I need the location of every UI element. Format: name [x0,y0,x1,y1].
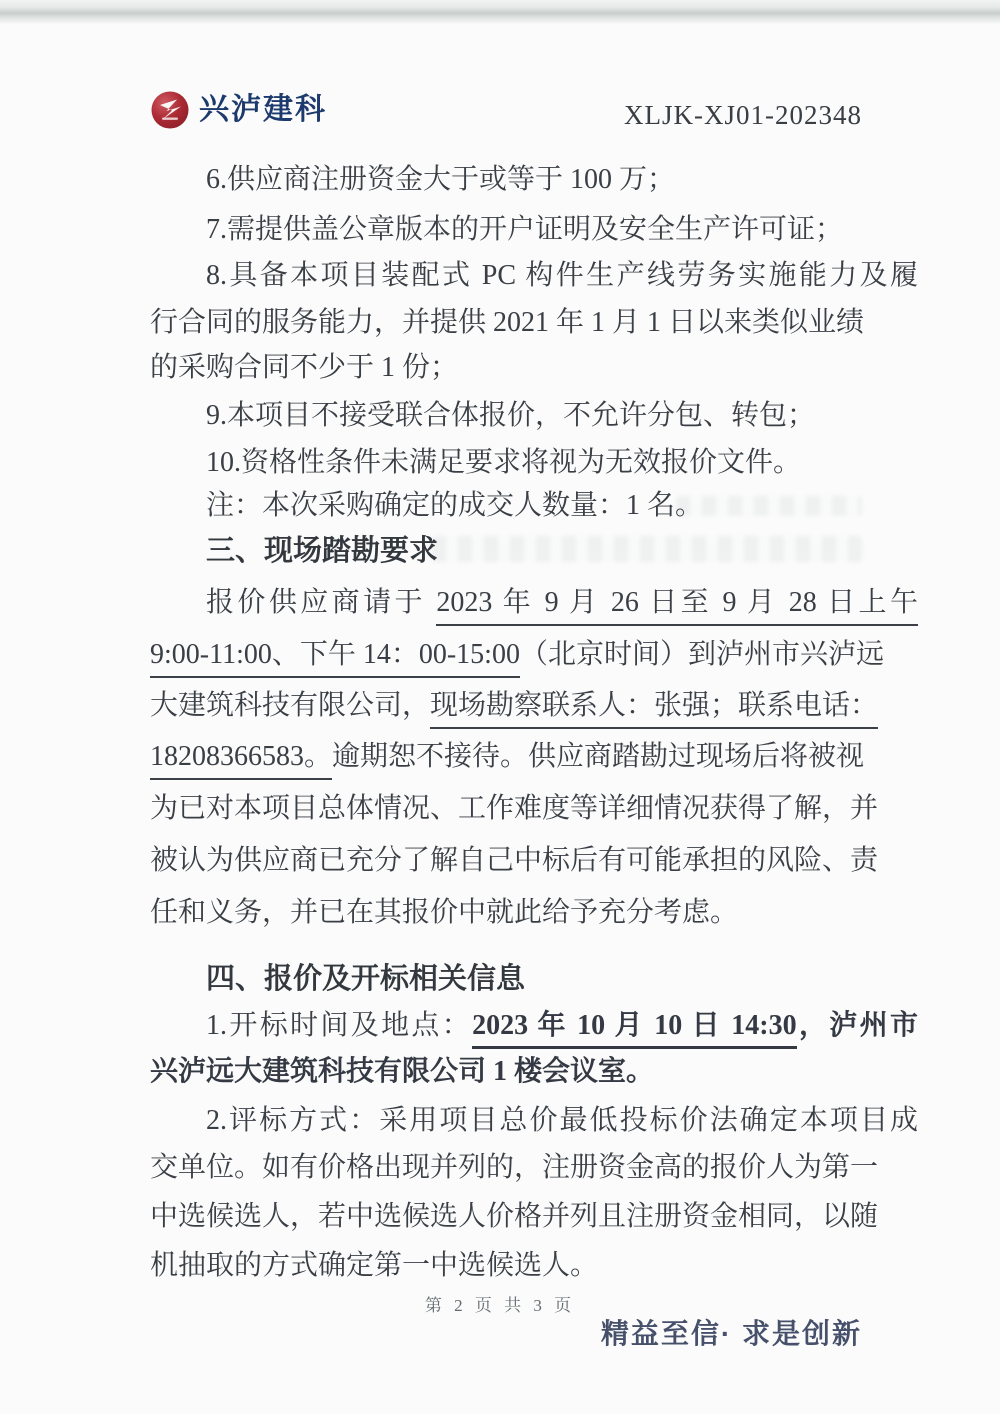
qualification-item-6: 6.供应商注册资金大于或等于 100 万； [206,164,676,195]
survey-line-5: 为已对本项目总体情况、工作难度等详细情况获得了解，并 [150,793,879,824]
survey-line-1 [150,585,918,621]
qualification-item-8-line-1: 8.具备本项目装配式 PC 构件生产线劳务实施能力及履 [206,260,918,291]
survey-dates-underlined: 2023 年 9 月 26 日至 9 月 28 日上午 [436,587,918,626]
company-name: 兴泸建科 [199,93,327,126]
evaluation-line-2: 交单位。如有价格出现并列的，注册资金高的报价人为第一 [150,1152,879,1183]
survey-line-3 [150,688,879,724]
survey-line-6: 被认为供应商已充分了解自己中标后有可能承担的风险、责 [150,845,879,876]
survey-line-4-text: 逾期恕不接待。供应商踏勘过现场后将被视 [332,741,865,772]
survey-line-2-text: （北京时间）到泸州市兴泸远 [519,639,884,670]
qualification-item-9: 9.本项目不接受联合体报价，不允许分包、转包； [206,400,816,431]
qualification-item-7: 7.需提供盖公章版本的开户证明及安全生产许可证； [206,214,844,245]
bid-opening-location-bold: 兴泸远大建筑科技有限公司 1 楼会议室。 [150,1056,655,1087]
survey-line-7: 任和义务，并已在其报价中就此给予充分考虑。 [150,897,739,928]
survey-contact-underlined: 现场勘察联系人：张强；联系电话： [430,690,878,729]
bid-opening-city-bold: ，泸州市 [796,1010,918,1041]
survey-line-4 [150,739,865,775]
survey-times-underlined: 9:00-11:00、下午 14：00-15:00 [150,639,520,678]
survey-line-1-text: 报价供应商请于 [206,587,437,618]
scan-bleedthrough-artifact [676,496,862,516]
bid-opening-label: 1.开标时间及地点： [206,1010,473,1041]
survey-line-3-text: 大建筑科技有限公司， [150,690,431,721]
qualification-item-10: 10.资格性条件未满足要求将视为无效报价文件。 [206,447,802,478]
company-slogan: 精益至信· 求是创新 [600,1318,862,1349]
evaluation-line-3: 中选候选人，若中选候选人价格并列且注册资金相同，以随 [150,1201,879,1232]
qualification-item-8-line-2: 行合同的服务能力，并提供 2021 年 1 月 1 日以来类似业绩 [150,307,865,338]
survey-phone-underlined: 18208366583。 [150,741,332,780]
scan-bleedthrough-artifact [432,536,862,562]
section-4-heading: 四、报价及开标相关信息 [206,963,526,995]
bid-opening-datetime-underlined: 2023 年 10 月 10 日 14:30 [472,1010,796,1049]
scan-artifact-top-band [0,0,1000,24]
survey-line-2 [150,637,884,673]
evaluation-line-4: 机抽取的方式确定第一中选候选人。 [150,1250,599,1281]
page-number: 第 2 页 共 3 页 [424,1296,576,1315]
evaluation-line-1: 2.评标方式：采用项目总价最低投标价法确定本项目成 [206,1105,918,1136]
section-3-heading: 三、现场踏勘要求 [206,535,439,567]
qualification-item-8-line-3: 的采购合同不少于 1 份； [150,352,459,383]
bid-opening-line-1 [150,1008,918,1044]
document-number: XLJK-XJ01-202348 [624,100,862,130]
qualification-note: 注：本次采购确定的成交人数量：1 名。 [206,490,704,521]
